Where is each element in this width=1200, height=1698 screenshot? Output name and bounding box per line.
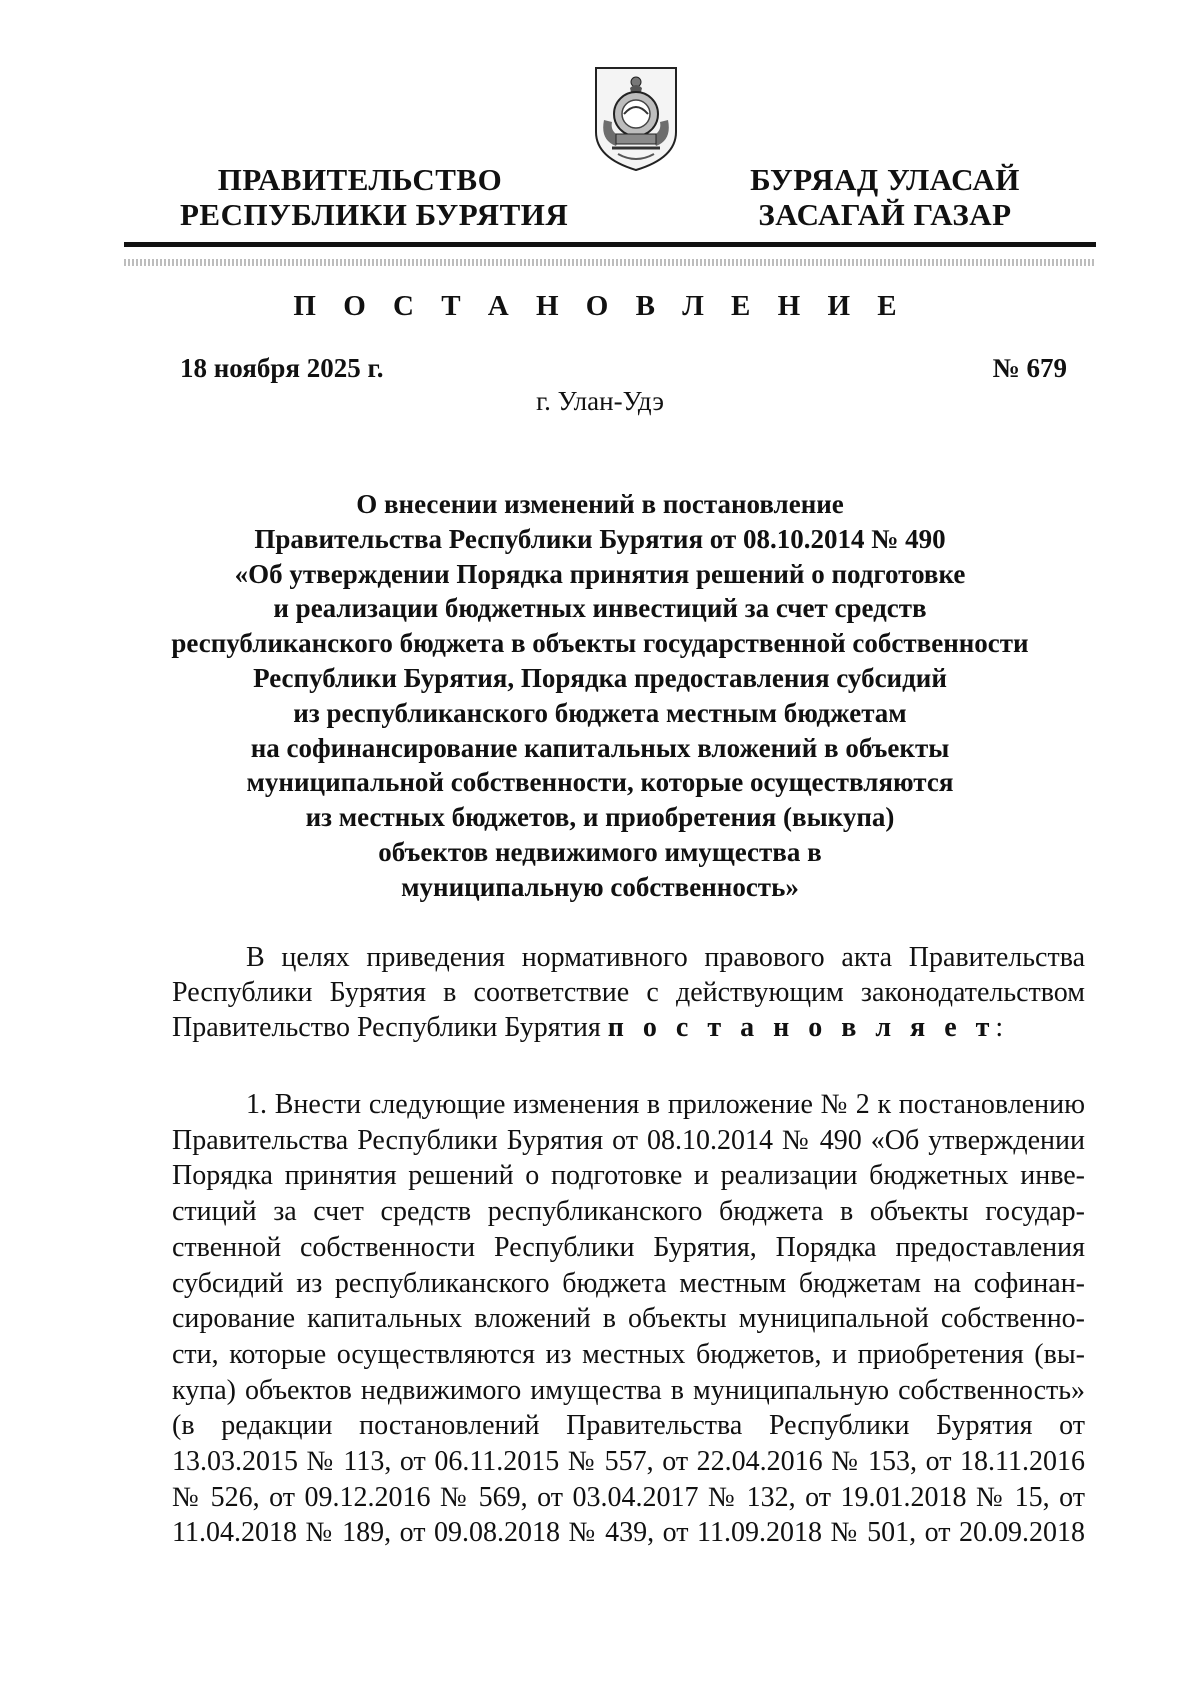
title-line: объектов недвижимого имущества в [378,836,822,867]
preamble-paragraph [172,940,1085,1045]
org-name-line: РЕСПУБЛИКИ БУРЯТИЯ [180,197,569,232]
org-name-line: ЗАСАГАЙ ГАЗАР [758,197,1012,232]
item-line: Правительства Республики Бурятия от 08.10.2014 № 490 «Об утверждении [172,1124,1085,1156]
document-city: г. Улан-Удэ [536,386,664,416]
title-line: из республиканского бюджета местным бюджетам [293,697,907,728]
preamble-line: В целях приведения нормативного правового акта Правительства [246,942,1085,973]
item-line: сирование капитальных вложений в объекты муниципальной собственно- [172,1303,1085,1335]
item-line: сти, которые осуществляются из местных бюджетов, и приобретения (вы- [172,1338,1085,1370]
item-line: 13.03.2015 № 113, от 06.11.2015 № 557, от 22.04.2016 № 153, от 18.11.2016 [172,1446,1085,1478]
preamble-colon: : [995,1012,1004,1043]
title-line: и реализации бюджетных инвестиций за счет средств [273,593,927,624]
title-line: «Об утверждении Порядка принятия решений о подготовке [234,558,966,589]
preamble-subject: Правительство Республики Бурятия [172,1012,608,1043]
title-line: Республики Бурятия, Порядка предоставления субсидий [253,662,947,693]
coat-of-arms-icon [590,62,682,174]
document-title [160,487,1040,905]
org-name-russian [180,162,569,232]
title-line: муниципальную собственность» [401,871,799,902]
document-number: № 679 [992,353,1067,383]
document-type-heading: П О С Т А Н О В Л Е Н И Е [293,290,907,322]
decision-keyword: п о с т а н о в л я е т [607,1012,996,1043]
item-line: 1. Внести следующие изменения в приложение № 2 к постановлению [246,1089,1085,1120]
item-line: ственной собственности Республики Бурятия, Порядка предоставления [172,1231,1085,1263]
header-divider-thick [124,242,1096,247]
title-line: О внесении изменений в постановление [356,489,844,519]
item-line: субсидий из республиканского бюджета местным бюджетам на софинан- [172,1267,1085,1299]
item-line: № 526, от 09.12.2016 № 569, от 03.04.2017 № 132, от 19.01.2018 № 15, от [172,1481,1085,1513]
org-name-line: ПРАВИТЕЛЬСТВО [217,162,503,197]
org-name-buryat [735,162,1035,232]
document-date: 18 ноября 2025 г. [180,353,384,383]
title-line: из местных бюджетов, и приобретения (выкупа) [305,802,895,833]
header-divider-thin [124,259,1096,266]
item-line: Порядка принятия решений о подготовке и реализации бюджетных инве- [172,1160,1085,1192]
preamble-line-decision [172,1010,1085,1045]
title-line: на софинансирование капитальных вложений в объекты [250,732,950,763]
item-1-paragraph [172,1087,1085,1551]
title-line: республиканского бюджета в объекты государственной собственности [171,628,1029,659]
item-line: купа) объектов недвижимого имущества в муниципальную собственность» [172,1374,1085,1406]
title-line: муниципальной собственности, которые осуществляются [246,767,954,798]
item-line: (в редакции постановлений Правительства Республики Бурятия от [172,1410,1085,1442]
preamble-line: Республики Бурятия в соответствие с действующим законодательством [172,977,1085,1008]
org-name-line: БУРЯАД УЛАСАЙ [750,162,1020,197]
item-line: стиций за счет средств республиканского бюджета в объекты государ- [172,1196,1085,1228]
item-line: 11.04.2018 № 189, от 09.08.2018 № 439, от 11.09.2018 № 501, от 20.09.2018 [172,1517,1085,1549]
title-line: Правительства Республики Бурятия от 08.10.2014 № 490 [254,523,946,554]
